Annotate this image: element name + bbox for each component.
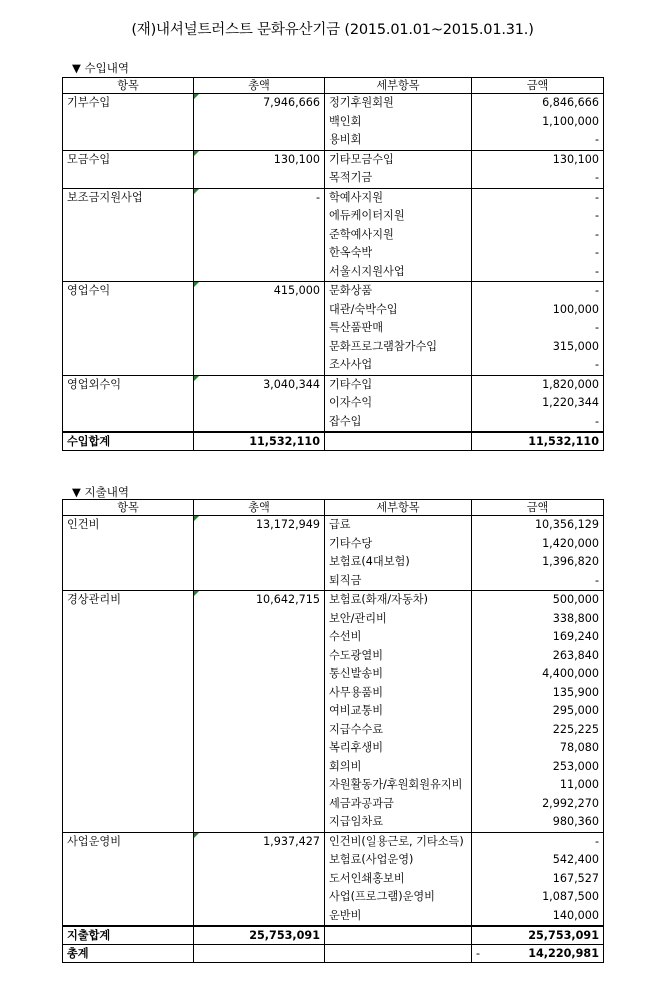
amount-cell: - — [472, 319, 604, 338]
table-row — [63, 188, 604, 207]
subitem-cell: 보험료(사업운영) — [325, 851, 472, 870]
amount-cell: 11,000 — [472, 776, 604, 795]
amount-cell: - — [472, 131, 604, 150]
expense-header-row — [63, 500, 604, 516]
subitem-cell: 통신발송비 — [325, 665, 472, 684]
subitem-cell: 기타모금수입 — [325, 150, 472, 169]
subitem-cell: 사무용품비 — [325, 684, 472, 703]
grand-total-row — [63, 945, 604, 963]
amount-cell: - — [472, 188, 604, 207]
subitem-cell: 에듀케이터지원 — [325, 207, 472, 226]
subitem-cell: 지급수수료 — [325, 721, 472, 740]
table-row — [63, 282, 604, 301]
subitem-cell: 조사사업 — [325, 356, 472, 375]
category-total-cell — [194, 375, 325, 432]
amount-cell: 263,840 — [472, 647, 604, 666]
sum-total: 11,532,110 — [194, 432, 325, 451]
subitem-cell: 인건비(일용근로, 기타소득) — [325, 832, 472, 851]
category-total-value: 13,172,949 — [255, 518, 320, 531]
amount-cell: - — [472, 832, 604, 851]
category-cell: 인건비 — [63, 516, 194, 591]
header-total: 총액 — [194, 78, 325, 94]
subitem-cell: 여비교통비 — [325, 702, 472, 721]
subitem-cell: 정기후원회원 — [325, 94, 472, 113]
category-total-cell — [194, 188, 325, 282]
amount-cell: 1,100,000 — [472, 113, 604, 132]
income-sum-row — [63, 432, 604, 451]
header-amount: 금액 — [472, 78, 604, 94]
subitem-cell: 지급임차료 — [325, 813, 472, 832]
category-cell: 기부수입 — [63, 94, 194, 151]
amount-cell: 980,360 — [472, 813, 604, 832]
header-subitem: 세부항목 — [325, 500, 472, 516]
table-row — [63, 516, 604, 535]
amount-cell: - — [472, 226, 604, 245]
subitem-cell: 한옥숙박 — [325, 244, 472, 263]
amount-cell: 140,000 — [472, 907, 604, 927]
subitem-cell: 학예사지원 — [325, 188, 472, 207]
amount-cell: 1,820,000 — [472, 375, 604, 394]
category-cell: 영업수익 — [63, 282, 194, 376]
comment-marker-icon — [194, 516, 199, 521]
table-row — [63, 94, 604, 113]
category-cell: 보조금지원사업 — [63, 188, 194, 282]
amount-cell: - — [472, 282, 604, 301]
category-cell: 사업운영비 — [63, 832, 194, 926]
subitem-cell: 준학예사지원 — [325, 226, 472, 245]
amount-cell: 10,356,129 — [472, 516, 604, 535]
amount-cell: 130,100 — [472, 150, 604, 169]
amount-cell: 315,000 — [472, 338, 604, 357]
category-total-value: 3,040,344 — [263, 377, 320, 391]
sum-empty — [325, 432, 472, 451]
subitem-cell: 세금과공과금 — [325, 795, 472, 814]
category-total-value: 1,937,427 — [263, 834, 320, 848]
page-title: (재)내셔널트러스트 문화유산기금 (2015.01.01~2015.01.31.) — [131, 22, 534, 38]
subitem-cell: 대관/숙박수입 — [325, 301, 472, 320]
table-row — [63, 591, 604, 610]
subitem-cell: 백인회 — [325, 113, 472, 132]
expense-section-label: ▼ 지출내역 — [72, 485, 129, 499]
amount-cell: 225,225 — [472, 721, 604, 740]
sum-label: 지출합계 — [63, 926, 194, 945]
comment-marker-icon — [194, 94, 199, 99]
grand-amount-cell — [472, 945, 604, 963]
subitem-cell: 퇴직금 — [325, 572, 472, 591]
subitem-cell: 자원활동가/후원회원유지비 — [325, 776, 472, 795]
grand-amount: 14,220,981 — [528, 947, 599, 960]
table-row — [63, 150, 604, 169]
subitem-cell: 목적기금 — [325, 169, 472, 188]
amount-cell: - — [472, 169, 604, 188]
category-total-value: 415,000 — [273, 284, 320, 297]
sum-label: 수입합계 — [63, 432, 194, 451]
sum-amount: 11,532,110 — [472, 432, 604, 451]
expense-table — [62, 499, 604, 963]
amount-cell: 100,000 — [472, 301, 604, 320]
subitem-cell: 도서인쇄홍보비 — [325, 870, 472, 889]
amount-cell: 1,087,500 — [472, 888, 604, 907]
amount-cell: 78,080 — [472, 739, 604, 758]
header-amount: 금액 — [472, 500, 604, 516]
header-total: 총액 — [194, 500, 325, 516]
category-total-value: - — [315, 190, 320, 204]
amount-cell: 542,400 — [472, 851, 604, 870]
category-total-value: 130,100 — [273, 152, 320, 166]
amount-cell: 1,396,820 — [472, 553, 604, 572]
category-total-cell — [194, 282, 325, 376]
category-total-cell — [194, 591, 325, 833]
amount-cell: 4,400,000 — [472, 665, 604, 684]
header-subitem: 세부항목 — [325, 78, 472, 94]
sum-amount: 25,753,091 — [472, 926, 604, 945]
subitem-cell: 수도광열비 — [325, 647, 472, 666]
amount-cell: - — [472, 572, 604, 591]
amount-cell: 6,846,666 — [472, 94, 604, 113]
grand-empty-1 — [194, 945, 325, 963]
subitem-cell: 회의비 — [325, 758, 472, 777]
subitem-cell: 특산품판매 — [325, 319, 472, 338]
grand-sign: - — [476, 947, 481, 960]
income-table — [62, 77, 604, 451]
comment-marker-icon — [194, 591, 199, 596]
expense-sum-row — [63, 926, 604, 945]
comment-marker-icon — [194, 833, 199, 838]
category-cell: 모금수입 — [63, 150, 194, 188]
subitem-cell: 보험료(4대보험) — [325, 553, 472, 572]
subitem-cell: 문화상품 — [325, 282, 472, 301]
amount-cell: 295,000 — [472, 702, 604, 721]
category-total-cell — [194, 94, 325, 151]
sum-empty — [325, 926, 472, 945]
header-category: 항목 — [63, 78, 194, 94]
category-total-cell — [194, 516, 325, 591]
subitem-cell: 복리후생비 — [325, 739, 472, 758]
category-total-value: 7,946,666 — [263, 96, 320, 109]
amount-cell: - — [472, 356, 604, 375]
subitem-cell: 수선비 — [325, 628, 472, 647]
amount-cell: 169,240 — [472, 628, 604, 647]
category-total-value: 10,642,715 — [255, 593, 320, 606]
income-section-label: ▼ 수입내역 — [72, 61, 129, 75]
header-category: 항목 — [63, 500, 194, 516]
comment-marker-icon — [194, 189, 199, 194]
subitem-cell: 잡수입 — [325, 413, 472, 433]
grand-empty-2 — [325, 945, 472, 963]
category-total-cell — [194, 832, 325, 926]
table-row — [63, 375, 604, 394]
subitem-cell: 문화프로그램참가수입 — [325, 338, 472, 357]
amount-cell: 1,420,000 — [472, 535, 604, 554]
category-total-cell — [194, 150, 325, 188]
amount-cell: - — [472, 207, 604, 226]
category-cell: 영업외수익 — [63, 375, 194, 432]
subitem-cell: 보안/관리비 — [325, 610, 472, 629]
amount-cell: 253,000 — [472, 758, 604, 777]
category-cell: 경상관리비 — [63, 591, 194, 833]
amount-cell: - — [472, 413, 604, 433]
amount-cell: 2,992,270 — [472, 795, 604, 814]
subitem-cell: 보험료(화재/자동차) — [325, 591, 472, 610]
amount-cell: 1,220,344 — [472, 394, 604, 413]
amount-cell: - — [472, 263, 604, 282]
subitem-cell: 급료 — [325, 516, 472, 535]
subitem-cell: 이자수익 — [325, 394, 472, 413]
sum-total: 25,753,091 — [194, 926, 325, 945]
amount-cell: 167,527 — [472, 870, 604, 889]
comment-marker-icon — [194, 376, 199, 381]
comment-marker-icon — [194, 282, 199, 287]
amount-cell: - — [472, 244, 604, 263]
subitem-cell: 용비회 — [325, 131, 472, 150]
comment-marker-icon — [194, 151, 199, 156]
subitem-cell: 기타수입 — [325, 375, 472, 394]
amount-cell: 500,000 — [472, 591, 604, 610]
subitem-cell: 사업(프로그램)운영비 — [325, 888, 472, 907]
table-row — [63, 832, 604, 851]
subitem-cell: 기타수당 — [325, 535, 472, 554]
amount-cell: 135,900 — [472, 684, 604, 703]
subitem-cell: 운반비 — [325, 907, 472, 927]
amount-cell: 338,800 — [472, 610, 604, 629]
subitem-cell: 서울시지원사업 — [325, 263, 472, 282]
grand-label: 총계 — [63, 945, 194, 963]
income-header-row — [63, 78, 604, 94]
